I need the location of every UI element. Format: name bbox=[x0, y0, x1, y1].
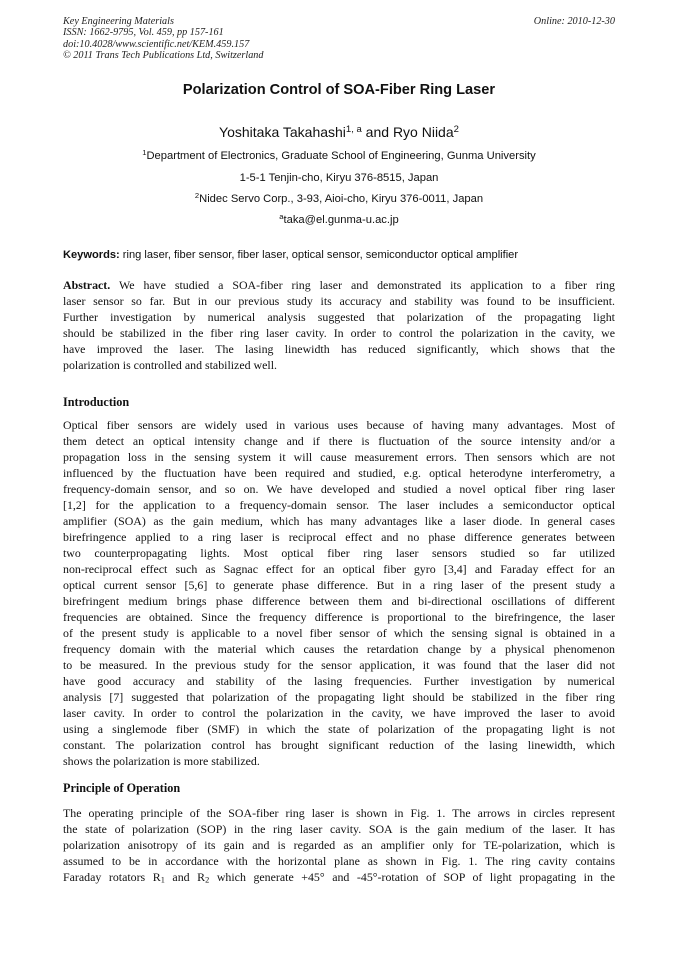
body-text: and R bbox=[164, 870, 206, 884]
abstract-line-text: We have studied a SOA-fiber ring laser and demonstrated its application to a fiber ring bbox=[110, 278, 615, 292]
body-line bbox=[63, 869, 615, 885]
affiliation-1 bbox=[63, 147, 615, 162]
abstract-line: have improved the laser. The lasing linewidth has reduced significantly, which shows that the bbox=[63, 342, 615, 356]
body-line: have good accuracy and stability of the lasing frequencies. Further investigation by numerical bbox=[63, 674, 615, 689]
abstract-line: Further investigation by numerical analysis suggested that polarization of the propagating light bbox=[63, 310, 615, 324]
author-2-mark: 2 bbox=[453, 123, 459, 135]
affiliation-2-text: Nidec Servo Corp., 3-93, Aioi-cho, Kiryu 376-0011, Japan bbox=[199, 193, 484, 205]
email-line bbox=[63, 211, 615, 226]
body-line: [1,2] for the application to a frequency-domain sensor. The laser includes a semiconductor optical bbox=[63, 498, 615, 513]
body-line: The operating principle of the SOA-fiber ring laser is shown in Fig. 1. The arrows in circles represent bbox=[63, 806, 615, 820]
journal-issn: ISSN: 1662-9795, Vol. 459, pp 157-161 bbox=[63, 27, 224, 39]
body-line: birefringent medium brings phase difference between them and bi-directional oscillations of different bbox=[63, 594, 615, 609]
author-and: and bbox=[361, 124, 393, 140]
abstract bbox=[63, 277, 615, 373]
body-line: using a singlemode fiber (SMF) in which the state of polarization of the propagating light is not bbox=[63, 722, 615, 737]
body-line: to be measured. In the previous study for the sensor application, it was found that the laser did not bbox=[63, 658, 615, 673]
affiliation-2-mark: 2 bbox=[194, 190, 200, 200]
author-1-mark: 1, a bbox=[345, 123, 362, 135]
subscript: 1 bbox=[160, 875, 165, 885]
body-line: propagation loss in the sensing system it will cause measurement errors. Then sensors which are not bbox=[63, 450, 615, 465]
journal-copyright: © 2011 Trans Tech Publications Ltd, Switzerland bbox=[63, 49, 264, 61]
author-1: Yoshitaka Takahashi bbox=[219, 124, 346, 140]
abstract-line: should be stabilized in the fiber ring laser cavity. In order to control the polarization in the cavity, we bbox=[63, 326, 615, 340]
principle-heading: Principle of Operation bbox=[63, 781, 181, 795]
body-line: analysis [7] suggested that polarization of the propagating light should be stabilized in the fiber ring bbox=[63, 690, 615, 705]
body-line: non-reciprocal effect such as Sagnac effect for an optical fiber gyro [3,4] and Faraday effect for an bbox=[63, 562, 615, 577]
body-line: of the present study is applicable to a novel fiber sensor of which the sensing signal is obtained in a bbox=[63, 626, 615, 641]
body-line: polarization anisotropy of its gain and is regarded as an amplifier only for TE-polarization, which is bbox=[63, 838, 615, 852]
body-line: the state of polarization (SOP) in the ring laser cavity. SOA is the gain medium of the laser. It has bbox=[63, 822, 615, 836]
paper-title: Polarization Control of SOA-Fiber Ring Laser bbox=[182, 82, 496, 98]
body-line: birefringence applied to a ring laser is reciprocal effect and no phase difference generates between bbox=[63, 530, 615, 545]
body-text: Faraday rotators R bbox=[63, 870, 161, 884]
body-line: frequency-domain sensor, and so on. We have developed and studied a novel optical fiber ring laser bbox=[63, 482, 615, 497]
abstract-line: polarization is controlled and stabilized well. bbox=[63, 358, 277, 372]
body-line: assumed to be in accordance with the horizontal plane as shown in Fig. 1. The ring cavity contains bbox=[63, 854, 615, 868]
principle-body bbox=[63, 805, 615, 885]
body-line: frequency domain with the material which causes the retardation change by a physical phenomenon bbox=[63, 642, 615, 657]
body-line: two counterpropagating lights. Most optical fiber ring laser sensors studied so far utilized bbox=[63, 546, 615, 561]
body-line: optical current sensor [5,6] to generate phase difference. But in a ring laser of the present study a bbox=[63, 578, 615, 593]
email-mark: a bbox=[279, 211, 284, 221]
affiliation-1-text: Department of Electronics, Graduate School of Engineering, Gunma University bbox=[146, 150, 536, 162]
body-line: them detect an optical intensity change and if there is fluctuation of the source intensity and/or a bbox=[63, 434, 615, 449]
author-line bbox=[63, 124, 615, 140]
body-line: influenced by the fluctuation have been required and studied, e.g. optical heterodyne interferometry, a bbox=[63, 466, 615, 481]
journal-name: Key Engineering Materials bbox=[63, 16, 174, 27]
body-line: constant. The polarization control has brought significant reduction of the lasing linewidth, which bbox=[63, 738, 615, 753]
affiliation-2 bbox=[63, 190, 615, 205]
abstract-line bbox=[63, 277, 615, 293]
abstract-line: laser sensor so far. But in our previous study its accuracy and stability was found to be insufficient. bbox=[63, 294, 615, 308]
abstract-label: Abstract. bbox=[63, 278, 111, 292]
body-line: laser cavity. In order to control the polarization in the cavity, we have improved the laser to avoid bbox=[63, 706, 615, 721]
body-line: amplifier (SOA) as the gain medium, which has many advantages like a laser diode. In general cases bbox=[63, 514, 615, 529]
body-line: frequencies are obtained. Since the frequency difference is proportional to the birefringence, the laser bbox=[63, 610, 615, 625]
introduction-body bbox=[63, 417, 615, 769]
keywords-text: ring laser, fiber sensor, fiber laser, optical sensor, semiconductor optical amplifier bbox=[119, 249, 519, 261]
online-date: Online: 2010-12-30 bbox=[533, 16, 615, 27]
body-line: shows the polarization is more stabilized. bbox=[63, 754, 260, 769]
introduction-heading: Introduction bbox=[63, 395, 130, 409]
affiliation-1-address: 1-5-1 Tenjin-cho, Kiryu 376-8515, Japan bbox=[239, 172, 439, 184]
email-address: taka@el.gunma-u.ac.jp bbox=[283, 214, 399, 226]
journal-header bbox=[63, 16, 615, 61]
affiliation-1-mark: 1 bbox=[142, 147, 147, 157]
author-2: Ryo Niida bbox=[392, 124, 454, 140]
subscript: 2 bbox=[205, 875, 210, 885]
keywords bbox=[63, 249, 615, 261]
body-text: which generate +45° and -45°-rotation of SOP of light propagating in the bbox=[209, 870, 615, 884]
keywords-label: Keywords: bbox=[63, 249, 120, 261]
journal-doi: doi:10.4028/www.scientific.net/KEM.459.157 bbox=[63, 38, 250, 50]
body-line: Optical fiber sensors are widely used in various uses because of having many advantages. Most of bbox=[63, 418, 615, 432]
